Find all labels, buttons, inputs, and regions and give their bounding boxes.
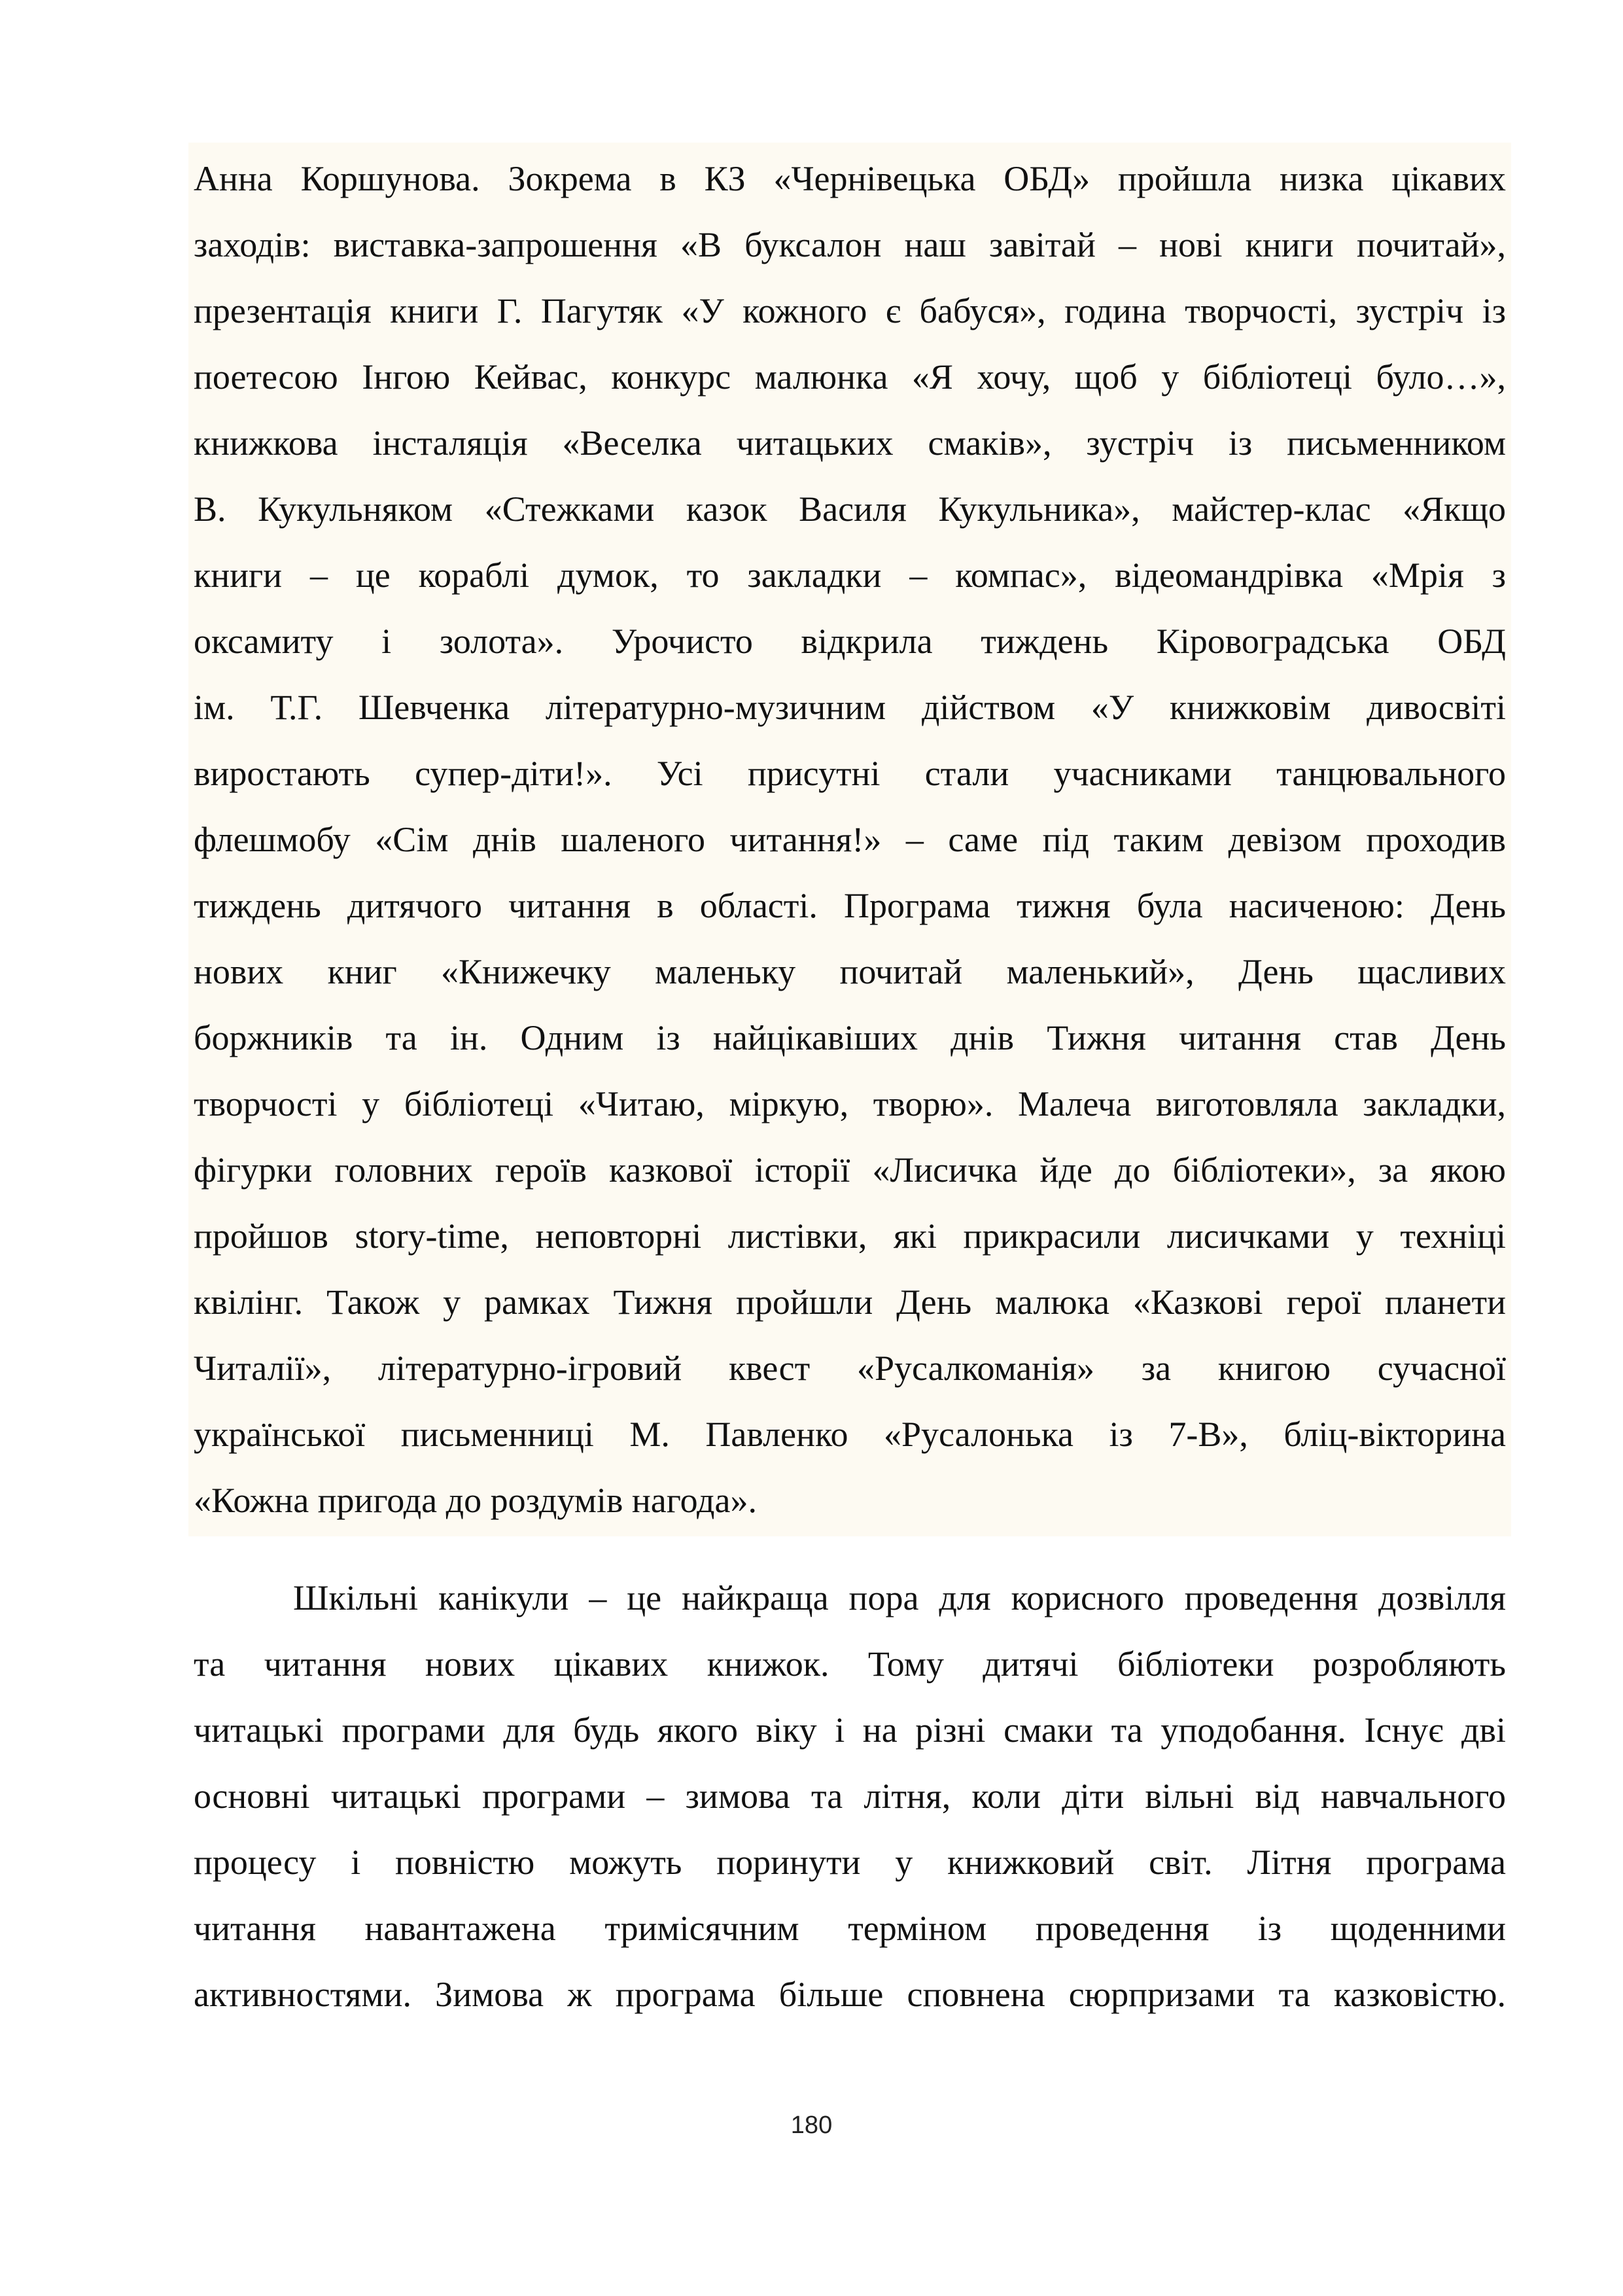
- paragraph-line: поетесою Інгою Кейвас, конкурс малюнка «Я хочу, щоб у бібліотеці було…»,: [194, 357, 1506, 397]
- paragraph-line: книги – це кораблі думок, то закладки – компас», відеомандрівка «Мрія з: [194, 556, 1506, 595]
- paragraph-line: та читання нових цікавих книжок. Тому дитячі бібліотеки розробляють: [194, 1644, 1506, 1684]
- paragraph-line: виростають супер-діти!». Усі присутні стали учасниками танцювального: [194, 754, 1506, 793]
- paragraph-line: процесу і повністю можуть поринути у книжковий світ. Літня програма: [194, 1843, 1506, 1882]
- paragraph-line: пройшов story-time, неповторні листівки, які прикрасили лисичками у техніці: [194, 1216, 1506, 1256]
- paragraph-line: нових книг «Книжечку маленьку почитай маленький», День щасливих: [194, 952, 1506, 991]
- paragraph-line: основні читацькі програми – зимова та літня, коли діти вільні від навчального: [194, 1776, 1506, 1816]
- paragraph-line: Анна Коршунова. Зокрема в КЗ «Чернівецька ОБД» пройшла низка цікавих: [194, 159, 1506, 198]
- paragraph-line: активностями. Зимова ж програма більше сповнена сюрпризами та казковістю.: [194, 1975, 1506, 2014]
- paragraph-line: читацькі програми для будь якого віку і на різні смаки та уподобання. Існує дві: [194, 1710, 1506, 1750]
- paragraph-line: В. Кукульняком «Стежками казок Василя Кукульника», майстер-клас «Якщо: [194, 489, 1506, 529]
- paragraph-line: боржників та ін. Одним із найцікавіших днів Тижня читання став День: [194, 1018, 1506, 1057]
- paragraph-line: творчості у бібліотеці «Читаю, міркую, творю». Малеча виготовляла закладки,: [194, 1084, 1506, 1123]
- paragraph-line: фігурки головних героїв казкової історії «Лисичка йде до бібліотеки», за якою: [194, 1150, 1506, 1190]
- paragraph-line: читання навантажена тримісячним терміном проведення із щоденними: [194, 1909, 1506, 1948]
- paragraph-line: флешмобу «Сім днів шаленого читання!» – саме під таким девізом проходив: [194, 820, 1506, 859]
- page-number: 180: [790, 2111, 833, 2139]
- paragraph-line: квілінг. Також у рамках Тижня пройшли День малюка «Казкові герої планети: [194, 1282, 1506, 1322]
- paragraph-line: Читалії», літературно-ігровий квест «Русалкоманія» за книгою сучасної: [194, 1349, 1506, 1388]
- paragraph-line: «Кожна пригода до роздумів нагода».: [194, 1481, 757, 1520]
- paragraph-line: презентація книги Г. Пагутяк «У кожного є бабуся», година творчості, зустріч із: [194, 291, 1506, 330]
- paragraph-line: ім. Т.Г. Шевченка літературно-музичним дійством «У книжковім дивосвіті: [194, 688, 1506, 727]
- paragraph-line: Шкільні канікули – це найкраща пора для корисного проведення дозвілля: [293, 1578, 1506, 1617]
- paragraph-line: оксамиту і золота». Урочисто відкрила тиждень Кіровоградська ОБД: [194, 622, 1506, 661]
- paragraph-line: тиждень дитячого читання в області. Програма тижня була насиченою: День: [194, 886, 1506, 925]
- paragraph-line: заходів: виставка-запрошення «В буксалон наш завітай – нові книги почитай»,: [194, 225, 1506, 264]
- paragraph-line: книжкова інсталяція «Веселка читацьких смаків», зустріч із письменником: [194, 423, 1506, 463]
- paragraph-line: української письменниці М. Павленко «Русалонька із 7-В», бліц-вікторина: [194, 1415, 1506, 1454]
